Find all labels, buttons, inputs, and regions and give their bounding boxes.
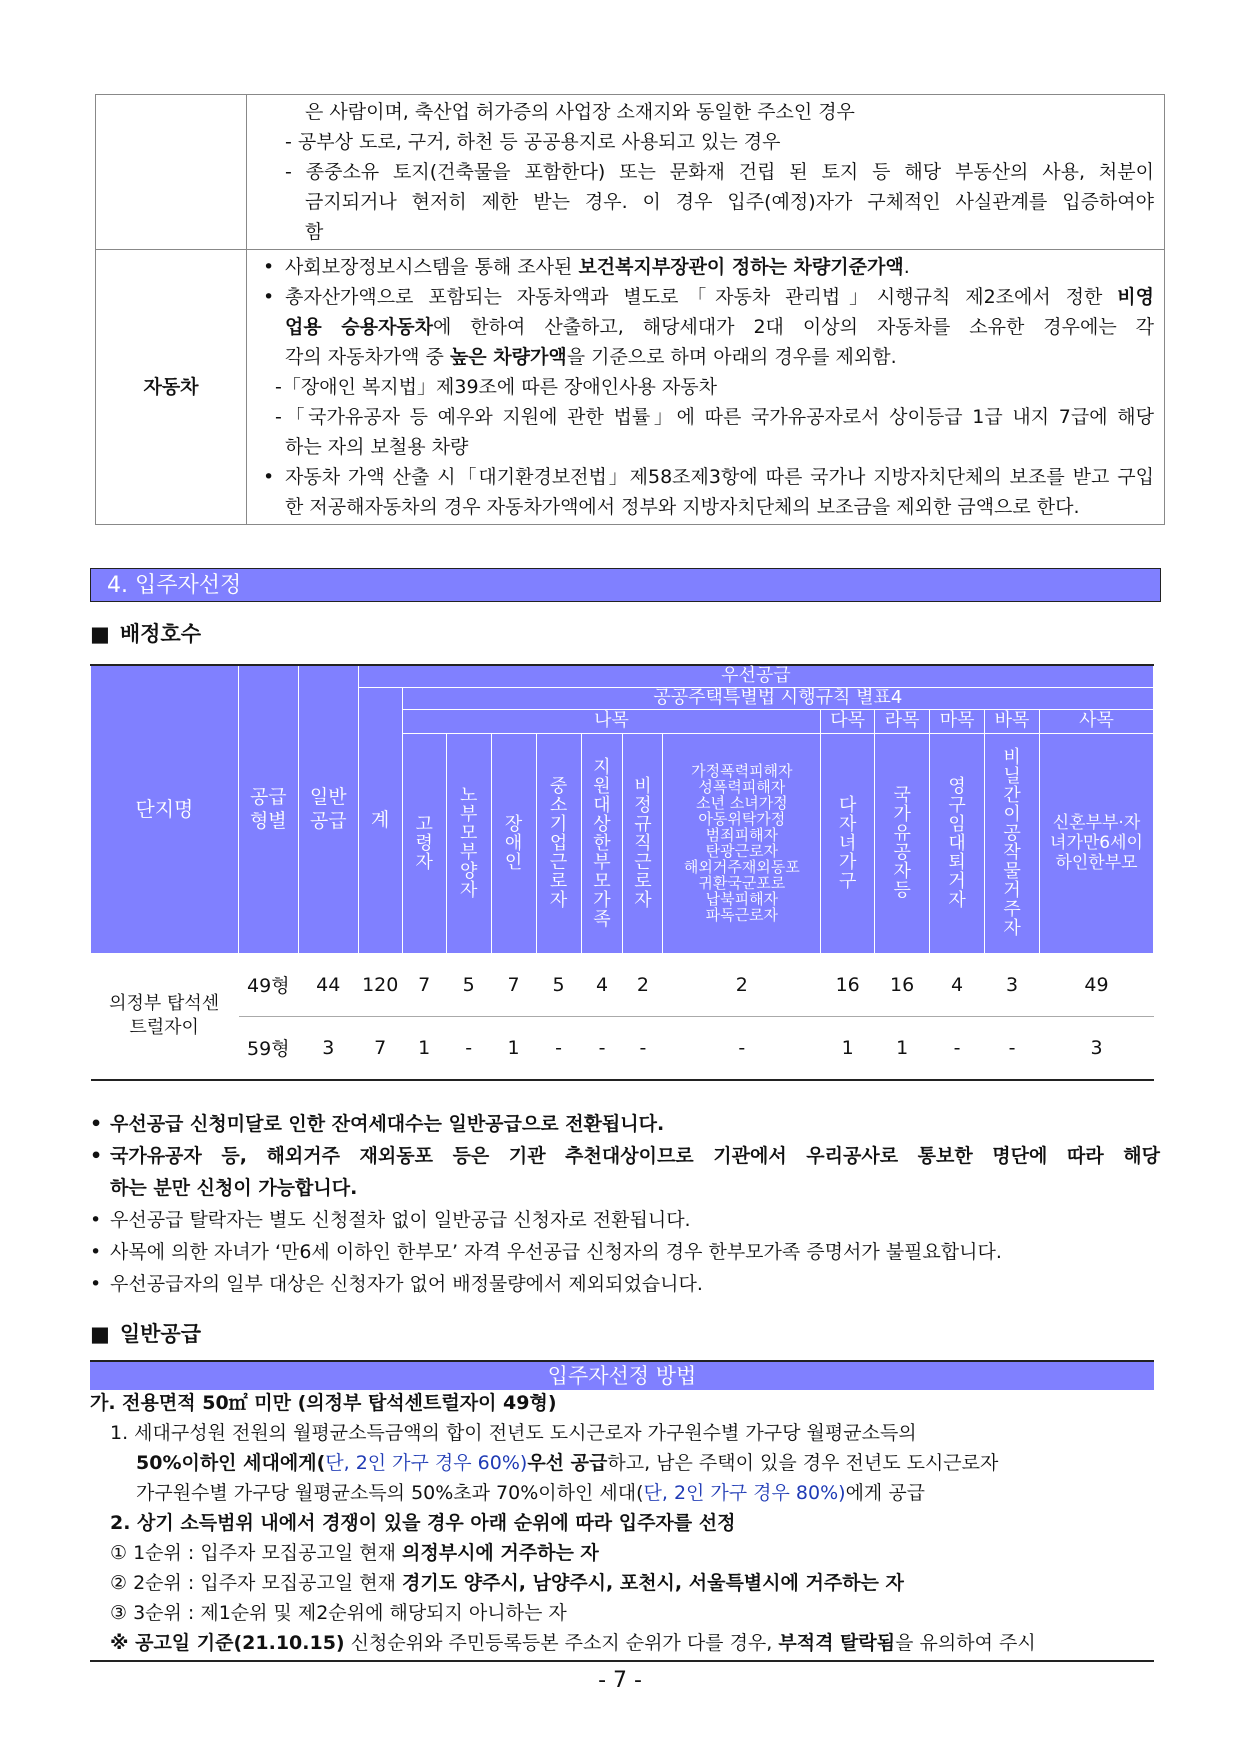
- land-line: 금지되거나 현저히 제한 받는 경우. 이 경우 입주(예정)자가 구체적인 사실관계를 입증하여야: [305, 191, 1154, 213]
- cell-permanent: 4: [930, 953, 985, 1016]
- cell-newlywed: 49: [1040, 953, 1154, 1016]
- header-vinyl: 비닐간이공작물거주자: [985, 733, 1040, 953]
- header-general: 일반 공급: [298, 665, 358, 953]
- cell-merit: 16: [875, 953, 930, 1016]
- cell-victims: -: [663, 1016, 821, 1080]
- header-victims: 가정폭력피해자 성폭력피해자 소년 소녀가정 아동위탁가정 범죄피해자 탄광근로자 해외거주재외동포 귀환국군포로 납북피해자 파독근로자: [663, 733, 821, 953]
- note-item: • 사목에 의한 자녀가 ‘만6세 이하인 한부모’ 자격 우선공급 신청자의 경우 한부모가족 증명서가 불필요합니다.: [90, 1236, 1160, 1268]
- sub-heading-a: 가. 전용면적 50㎡ 미만 (의정부 탑석센트럴자이 49형): [90, 1392, 557, 1414]
- header-priority: 우선공급: [358, 665, 1153, 687]
- car-bullet-2-cont: 업용 승용자동차에 한하여 산출하고, 해당세대가 2대 이상의 자동차를 소유한 경우에는 각: [285, 316, 1154, 338]
- para-1-line: 가구원수별 가구당 월평균소득의 50%초과 70%이하인 세대(단, 2인 가구 경우 80%)에게 공급: [136, 1482, 926, 1504]
- cell-sme: 5: [536, 953, 581, 1016]
- cell-permanent: -: [930, 1016, 985, 1080]
- car-dash-2: -「국가유공자 등 예우와 지원에 관한 법률」에 따른 국가유공자로서 상이등급 1급 내지 7급에 해당: [275, 406, 1154, 428]
- header-multichild: 다자녀가구: [821, 733, 875, 953]
- car-label: 자동차: [96, 250, 247, 525]
- header-type: 공급 형별: [238, 665, 298, 953]
- cell-general: 44: [298, 953, 358, 1016]
- cell-newlywed: 3: [1040, 1016, 1154, 1080]
- cell-parents: 5: [446, 953, 491, 1016]
- cell-disabled: 1: [491, 1016, 536, 1080]
- selection-method-bar: 입주자선정 방법: [90, 1360, 1154, 1390]
- header-newlywed: 신혼부부·자녀가만6세이하인한부모: [1040, 733, 1154, 953]
- car-bullet-3: • 자동차 가액 산출 시「대기환경보전법」제58조제3항에 따른 국가나 지방자치단체의 보조를 받고 구입: [255, 462, 1154, 492]
- cell-support: 4: [581, 953, 623, 1016]
- cell-type: 59형: [238, 1016, 298, 1080]
- header-irregular: 비정규직근로자: [623, 733, 663, 953]
- cell-irregular: -: [623, 1016, 663, 1080]
- note-item: • 우선공급 신청미달로 인한 잔여세대수는 일반공급으로 전환됩니다.: [90, 1108, 1160, 1140]
- rank-1: ① 1순위 : 입주자 모집공고일 현재 의정부시에 거주하는 자: [110, 1542, 599, 1564]
- cell-sme: -: [536, 1016, 581, 1080]
- header-da: 다목: [821, 709, 875, 733]
- cell-total: 120: [358, 953, 402, 1016]
- allocation-heading: ■ 배정호수: [90, 618, 201, 648]
- cell-vinyl: -: [985, 1016, 1040, 1080]
- cell-type: 49형: [238, 953, 298, 1016]
- note-item: • 국가유공자 등, 해외거주 재외동포 등은 기관 추천대상이므로 기관에서 우리공사로 통보한 명단에 따라 해당: [90, 1140, 1160, 1172]
- car-dash-2-cont: 하는 자의 보철용 차량: [285, 436, 469, 458]
- complex-name: 의정부 탑석센트럴자이: [91, 953, 239, 1080]
- page-number: - 7 -: [598, 1668, 642, 1693]
- note-item: • 우선공급 탈락자는 별도 신청절차 없이 일반공급 신청자로 전환됩니다.: [90, 1204, 1160, 1236]
- land-label-cell: [96, 95, 247, 250]
- header-na: 나목: [402, 709, 821, 733]
- bottom-rule: [90, 1660, 1154, 1662]
- header-disabled: 장애인: [491, 733, 536, 953]
- car-bullet-2: • 총자산가액으로 포함되는 자동차액과 별도로「자동차 관리법」시행규칙 제2조에서 정한 비영: [255, 282, 1154, 312]
- cell-multichild: 16: [821, 953, 875, 1016]
- asset-criteria-table: [95, 94, 1165, 525]
- header-sme: 중소기업근로자: [536, 733, 581, 953]
- cell-multichild: 1: [821, 1016, 875, 1080]
- general-heading: ■ 일반공급: [90, 1318, 201, 1348]
- header-support: 지원대상한부모가족: [581, 733, 623, 953]
- car-bullet-3-cont: 한 저공해자동차의 경우 자동차가액에서 정부와 지방자치단체의 보조금을 제외한 금액으로 한다.: [285, 496, 1080, 518]
- cell-merit: 1: [875, 1016, 930, 1080]
- supply-allocation-table: [90, 664, 1154, 1081]
- header-merit: 국가유공자 등: [875, 733, 930, 953]
- general-supply-text: [90, 1388, 1160, 1658]
- header-rule: 공공주택특별법 시행규칙 별표4: [402, 687, 1153, 709]
- land-line: 함: [305, 221, 324, 243]
- section-title: 4. 입주자선정: [90, 568, 1161, 602]
- header-ra: 라목: [875, 709, 930, 733]
- note-item-cont: 하는 분만 신청이 가능합니다.: [110, 1177, 358, 1199]
- header-ba: 바목: [985, 709, 1040, 733]
- cell-total: 7: [358, 1016, 402, 1080]
- cell-parents: -: [446, 1016, 491, 1080]
- header-total: 계: [358, 687, 402, 953]
- cell-disabled: 7: [491, 953, 536, 1016]
- cell-support: -: [581, 1016, 623, 1080]
- land-content-cell: [247, 95, 1165, 250]
- cell-victims: 2: [663, 953, 821, 1016]
- land-line: - 종중소유 토지(건축물을 포함한다) 또는 문화재 건립 된 토지 등 해당 부동산의 사용, 처분이: [285, 161, 1154, 183]
- cell-elderly: 1: [402, 1016, 446, 1080]
- land-line: - 공부상 도로, 구거, 하천 등 공공용지로 사용되고 있는 경우: [285, 131, 781, 153]
- car-content-cell: [247, 250, 1165, 525]
- header-parents: 노부모부양자: [446, 733, 491, 953]
- car-bullet-1: • 사회보장정보시스템을 통해 조사된 보건복지부장관이 정하는 차량기준가액.: [255, 252, 1154, 282]
- rank-2: ② 2순위 : 입주자 모집공고일 현재 경기도 양주시, 남양주시, 포천시, 서울특별시에 거주하는 자: [110, 1572, 904, 1594]
- car-dash-1: -「장애인 복지법」제39조에 따른 장애인사용 자동차: [275, 376, 717, 398]
- para-1-line: 50%이하인 세대에게(단, 2인 가구 경우 60%)우선 공급하고, 남은 주택이 있을 경우 전년도 도시근로자: [136, 1452, 999, 1474]
- header-complex: 단지명: [91, 665, 239, 953]
- para-1-line: 1. 세대구성원 전원의 월평균소득금액의 합이 전년도 도시근로자 가구원수별 가구당 월평균소득의: [110, 1422, 917, 1444]
- supply-notes: [90, 1108, 1160, 1300]
- header-elderly: 고령자: [402, 733, 446, 953]
- header-ma: 마목: [930, 709, 985, 733]
- cell-vinyl: 3: [985, 953, 1040, 1016]
- car-bullet-2-cont: 각의 자동차가액 중 높은 차량가액을 기준으로 하며 아래의 경우를 제외함.: [285, 346, 897, 368]
- cell-irregular: 2: [623, 953, 663, 1016]
- para-2: 2. 상기 소득범위 내에서 경쟁이 있을 경우 아래 순위에 따라 입주자를 선정: [110, 1512, 736, 1534]
- rank-3: ③ 3순위 : 제1순위 및 제2순위에 해당되지 아니하는 자: [110, 1602, 567, 1624]
- note-item: • 우선공급자의 일부 대상은 신청자가 없어 배정물량에서 제외되었습니다.: [90, 1268, 1160, 1300]
- notice-line: ※ 공고일 기준(21.10.15) 신청순위와 주민등록등본 주소지 순위가 다를 경우, 부적격 탈락됨을 유의하여 주시: [110, 1632, 1036, 1654]
- header-sa: 사목: [1040, 709, 1154, 733]
- header-permanent: 영구임대퇴거자: [930, 733, 985, 953]
- land-line: 은 사람이며, 축산업 허가증의 사업장 소재지와 동일한 주소인 경우: [305, 101, 855, 123]
- cell-general: 3: [298, 1016, 358, 1080]
- cell-elderly: 7: [402, 953, 446, 1016]
